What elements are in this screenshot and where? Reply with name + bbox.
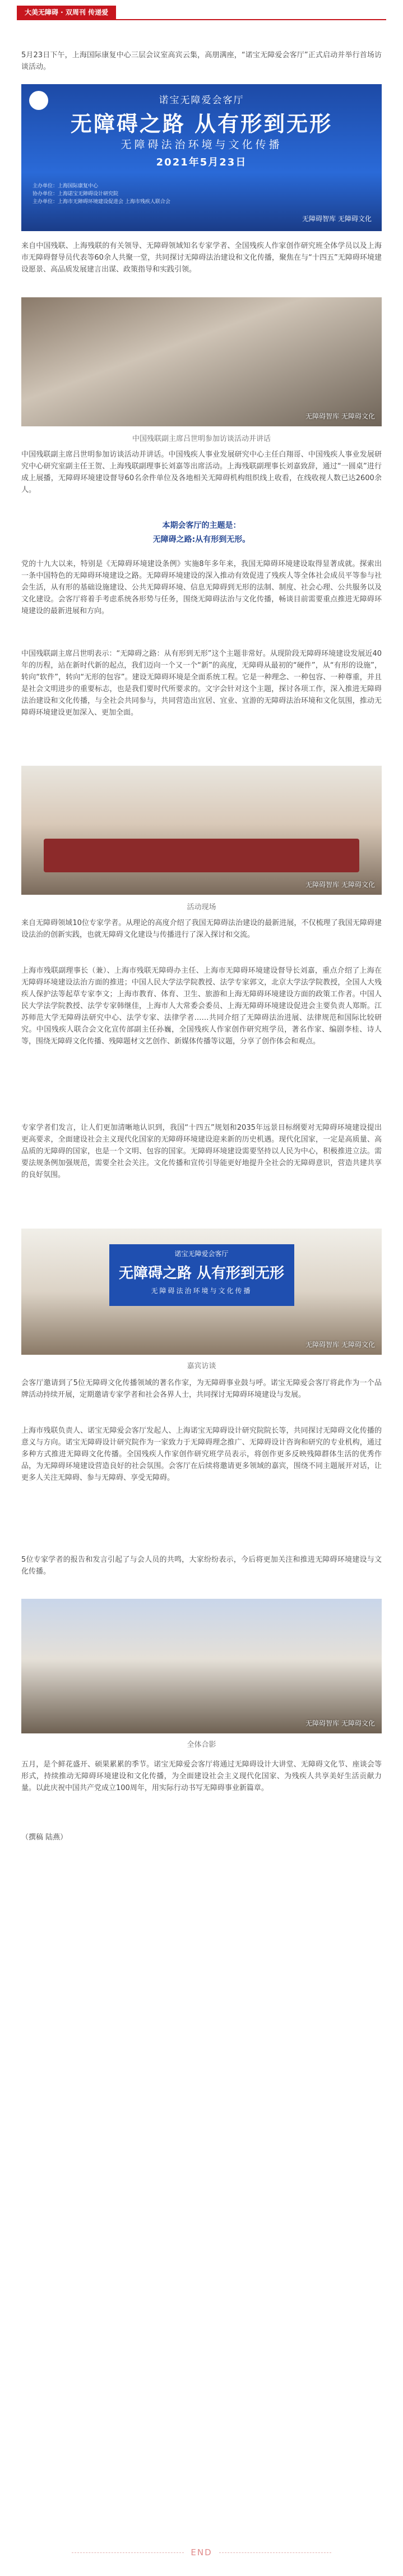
column-header <box>17 6 386 20</box>
paragraph-closing: 五月，是个鲜花盛开、硕果累累的季节。诺宝无障爱会客厅将通过无障碍设计大讲堂、无障碍文化节、座谈会等形式，持续推动无障碍环境建设和文化传播，为全面建设社会主义现代化国家、为残疾人共享美好生活贡献力量。以此庆祝中国共产党成立100周年，用实际行动书写无障碍事业新篇章。 <box>21 1760 382 1792</box>
banner-watermark: 无障碍智库 无障碍文化 <box>302 215 372 223</box>
banner-small-title: 诺宝无障爱会客厅 <box>159 95 244 106</box>
speaker-photo <box>21 297 382 426</box>
paragraph-background: 党的十九大以来，特别是《无障碍环境建设条例》实施8年多年来，我国无障碍环境建设取得显著成就。探索出一条中国特色的无障碍环境建设之路。无障碍环境建设的深入推动有效促进了残疾人等全体社会成员平等参与社会生活，从有形的基础设施建设、公共无障碍环境、信息无障碍到无形的法制、制度、社会心理、公共服务以及文化建设。会客厅将着手考虑系统各形势与任务，围绕无障碍法治与文化传播，畅谈目前需要重点推进无障碍环境建设的最新进展和方向。 <box>21 560 382 615</box>
banner-organizers: 主办单位：上海国际康复中心 协办单位：上海诺宝无障碍设计研究院 主办单位：上海市无障碍环境建设促进会 上海市残疾人联合会 <box>33 183 170 205</box>
paragraph-expert-list: 上海市残联副理事长（兼）、上海市残联无障碍办主任、上海市无障碍环境建设督导长刘嘉，重点介绍了上海在无障碍环境建设法治方面的推进；中国人民大学法学院教授、法学专家郭文，北京大学法学院教授，全国人大残疾人保护法等起草专家李文；上海市教育、体育、卫生、旅游和上海无障碍环境建设方面的政策工作者。中国人民大学法学院教授、法学专家韩继佳，上海市人大常委会委员、上海无障碍环境建设促进会主要负责人郑斯。江苏师范大学无障碍法研究中心、法学专家、法律学者……共同介绍了无障碍法治进展、法律规范和国际比较研究。中国残疾人联合会文化宣传部副主任孙巍，全国残疾人作家创作研究班学员，著名作家、编剧李桂、诗人等，围绕无障碍文化传播、残障题材文艺创作、新媒体传播等议题，分享了创作体会和观点。 <box>21 967 382 1046</box>
paragraph-attendees: 来自中国残联、上海残联的有关领导、无障碍领域知名专家学者、全国残疾人作家创作研究班全体学员以及上海市无障碍督导员代表等60余人共聚一堂，共同探讨无障碍法治建设和文化传播，聚焦在与“十四五”无障碍环境建设愿景、高品质发展建言出谋、政策指导和实践引领。 <box>21 242 382 274</box>
banner-subtitle: 无障碍法治环境与文化传播 <box>121 139 282 151</box>
intro-paragraph: 5月23日下午，上海国际康复中心三层会议室高宾云集，高朋满座，“诺宝无障爱会客厅”正式启动并举行首场访谈活动。 <box>21 51 382 71</box>
meeting-table <box>44 839 359 872</box>
column-tag: 大美无障碍 · 双周刊 传递爱 <box>17 6 116 19</box>
photo3-caption: 嘉宾访谈 <box>187 1362 216 1370</box>
author-credit: （撰稿 陆燕） <box>21 1833 68 1842</box>
banner-date: 2021年5月23日 <box>156 157 247 168</box>
paragraph-remarks: 中国残联副主席吕世明表示：“无障碍之路：从有形到无形”这个主题非常好。从现阶段无障碍环境建设发展近40年的历程，站在新时代新的起点，我们迈向一个又一个“新”的高度，无障碍从最初的“硬件”，从“有形的设施”，转向“软件”，转向“无形的包容”。建设无障碍环境是全面系统工程。它是一种理念、一种包容、一种尊重，并且是社会文明进步的重要标志，也是我们要时代所要求的。文字会针对这个主题，探讨各项工作，深入推进无障碍法治建设和文化传播，与全社会共同参与，共同营造出宜居、宜业、宜游的无障碍法治环境和文化氛围，推动无障碍环境建设更加深入、更加全面。 <box>21 650 382 717</box>
paragraph-institute: 上海市残联负责人、诺宝无障爱会客厅发起人、上海诺宝无障碍设计研究院院长等，共同探讨无障碍文化传播的意义与方向。诺宝无障碍设计研究院作为一家致力于无障碍理念推广、无障碍设计咨询和研究的专业机构，通过多种方式推进无障碍文化传播。全国残疾人作家创作研究班学员表示，将创作更多反映残障群体生活的优秀作品，为无障碍环境建设营造良好的社会氛围。会客厅在后续将邀请更多领域的嘉宾，围绕不同主题展开对话，让更多人关注无障碍、参与无障碍、享受无障碍。 <box>21 1427 382 1482</box>
interview-photo <box>21 1229 382 1355</box>
photo4-caption: 全体合影 <box>187 1741 216 1749</box>
banner-main-title: 无障碍之路 从有形到无形 <box>70 111 333 136</box>
group-photo <box>21 1599 382 1733</box>
venue-photo <box>21 766 382 895</box>
photo1-caption: 中国残联副主席吕世明参加访谈活动并讲话 <box>132 435 271 443</box>
paragraph-writers: 会客厅邀请到了5位无障碍文化传播领域的著名作家，为无障碍事业鼓与呼。诺宝无障爱会客厅将此作为一个品牌活动持续开展，定期邀请专家学者和社会各界人士，共同探讨无障碍环境建设与发展。 <box>21 1379 382 1399</box>
paragraph-experts: 来自无障碍领域10位专家学者。从理论的高度介绍了我国无障碍法治建设的最新进展，不仅梳理了我国无障碍建设法治的创新实践，也就无障碍文化建设与传播进行了深入探讨和交流。 <box>21 919 382 939</box>
paragraph-conclusions: 专家学者们发言，让人们更加清晰地认识到，我国“十四五”规划和2035年远景目标纲要对无障碍环境建设提出更高要求，全面建设社会主义现代化国家的无障碍环境建设迎来新的历史机遇。现代化国家，一定是高质量、高品质的无障碍的国家，也是一个文明、包容的国家。无障碍环境建设需要坚持以人民为中心，积极推进立法。需要法规条例加强规范，需要全社会关注。文化传播和宣传引导能更好地提升全社会的无障碍意识，营造共建共享的良好氛围。 <box>21 1124 382 1179</box>
stage-screen: 诺宝无障爱会客厅 无障碍之路 从有形到无形 无障碍法治环境与文化传播 <box>109 1244 294 1306</box>
photo-watermark: 无障碍智库 无障碍文化 <box>305 1719 375 1727</box>
theme-line-2: 无障碍之路:从有形到无形。 <box>152 535 251 544</box>
end-marker: END <box>0 2547 403 2557</box>
photo2-caption: 活动现场 <box>187 903 216 912</box>
theme-line-1: 本期会客厅的主题是： <box>162 521 241 530</box>
photo-watermark: 无障碍智库 无障碍文化 <box>305 881 375 889</box>
photo-watermark: 无障碍智库 无障碍文化 <box>305 1341 375 1349</box>
paragraph-speakers: 中国残联副主席吕世明参加访谈活动并讲话。中国残疾人事业发展研究中心主任白翔哥、中国残疾人事业发展研究中心研究室副主任王贺、上海残联副理事长刘嘉等出席活动。上海残联副理事长刘嘉致辞，通过“一圆桌”进行成上展播，无障碍环境建设督导60名余件单位及各地相关无障碍机构组织线上收看，在线收视人数已达2600余人。 <box>21 450 382 494</box>
event-banner-image <box>21 84 382 231</box>
paragraph-resonance: 5位专家学者的报告和发言引起了与会人员的共鸣，大家纷纷表示，今后将更加关注和推进无障碍环境建设与文化传播。 <box>21 1556 382 1576</box>
photo-watermark: 无障碍智库 无障碍文化 <box>305 412 375 420</box>
